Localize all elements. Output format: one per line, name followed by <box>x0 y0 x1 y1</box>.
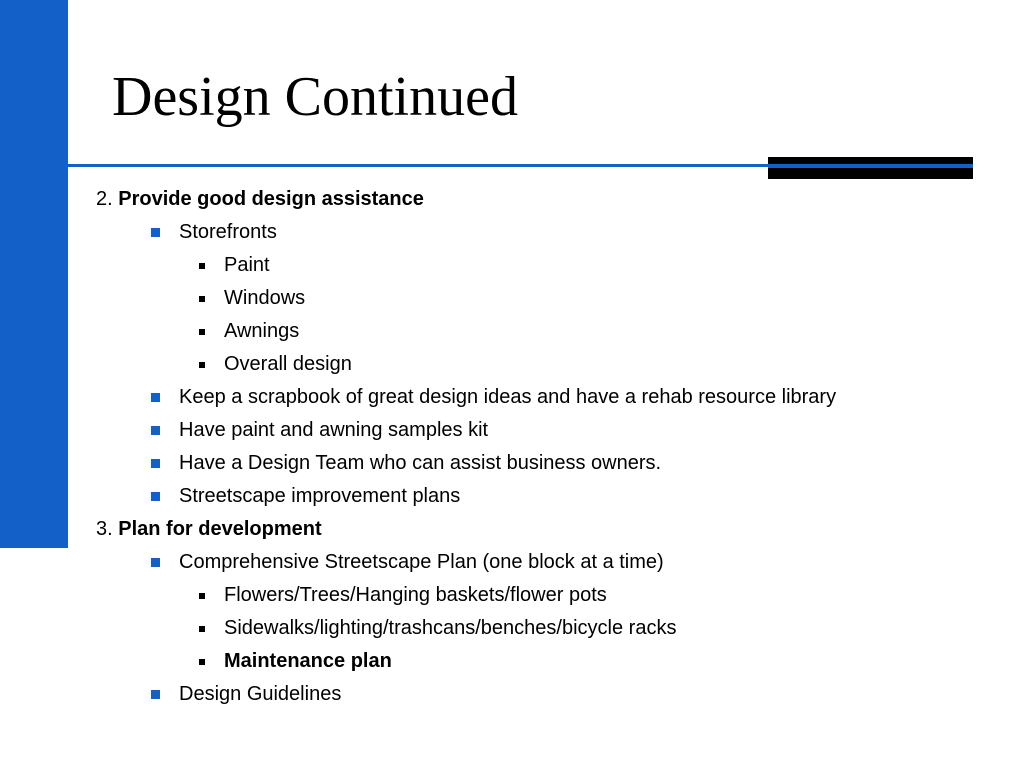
bullet-list <box>96 183 996 711</box>
item-text: Comprehensive Streetscape Plan (one block at a time) <box>179 551 664 573</box>
item-text: Provide good design assistance <box>118 188 424 210</box>
item-text: Windows <box>224 287 306 309</box>
list-item <box>96 480 996 513</box>
square-bullet-icon <box>151 492 160 501</box>
square-bullet-icon <box>151 459 160 468</box>
item-text: Have a Design Team who can assist business owners. <box>179 452 662 474</box>
item-text: Sidewalks/lighting/trashcans/benches/bicycle racks <box>224 617 677 639</box>
accent-side-bar <box>0 0 68 548</box>
item-text: Keep a scrapbook of great design ideas and have a rehab resource library <box>179 386 837 408</box>
slide-title: Design Continued <box>112 66 518 128</box>
square-bullet-icon <box>151 393 160 402</box>
square-bullet-icon <box>151 690 160 699</box>
list-item <box>96 447 996 480</box>
list-item <box>96 678 996 711</box>
list-item <box>96 216 996 249</box>
item-text: Plan for development <box>118 518 322 540</box>
sub-list-item <box>96 612 996 645</box>
numbered-heading <box>96 183 996 216</box>
item-text: Have paint and awning samples kit <box>179 419 489 441</box>
sub-list-item <box>96 645 996 678</box>
item-text: Paint <box>224 254 270 276</box>
numbered-heading <box>96 513 996 546</box>
small-square-bullet-icon <box>199 296 205 302</box>
small-square-bullet-icon <box>199 362 205 368</box>
list-item <box>96 414 996 447</box>
item-text: Storefronts <box>179 221 277 243</box>
small-square-bullet-icon <box>199 593 205 599</box>
sub-list-item <box>96 579 996 612</box>
square-bullet-icon <box>151 558 160 567</box>
item-number: 2. <box>96 188 113 210</box>
title-divider-stripe <box>768 164 973 168</box>
list-item <box>96 381 996 414</box>
small-square-bullet-icon <box>199 329 205 335</box>
sub-list-item <box>96 348 996 381</box>
list-item <box>96 546 996 579</box>
title-divider-block <box>768 157 973 179</box>
sub-list-item <box>96 282 996 315</box>
item-text: Design Guidelines <box>179 683 342 705</box>
square-bullet-icon <box>151 426 160 435</box>
small-square-bullet-icon <box>199 263 205 269</box>
item-text: Flowers/Trees/Hanging baskets/flower pots <box>224 584 607 606</box>
sub-list-item <box>96 315 996 348</box>
item-text: Streetscape improvement plans <box>179 485 461 507</box>
square-bullet-icon <box>151 228 160 237</box>
item-number: 3. <box>96 518 113 540</box>
item-text: Maintenance plan <box>224 650 392 672</box>
small-square-bullet-icon <box>199 659 205 665</box>
sub-list-item <box>96 249 996 282</box>
small-square-bullet-icon <box>199 626 205 632</box>
item-text: Awnings <box>224 320 300 342</box>
item-text: Overall design <box>224 353 352 375</box>
